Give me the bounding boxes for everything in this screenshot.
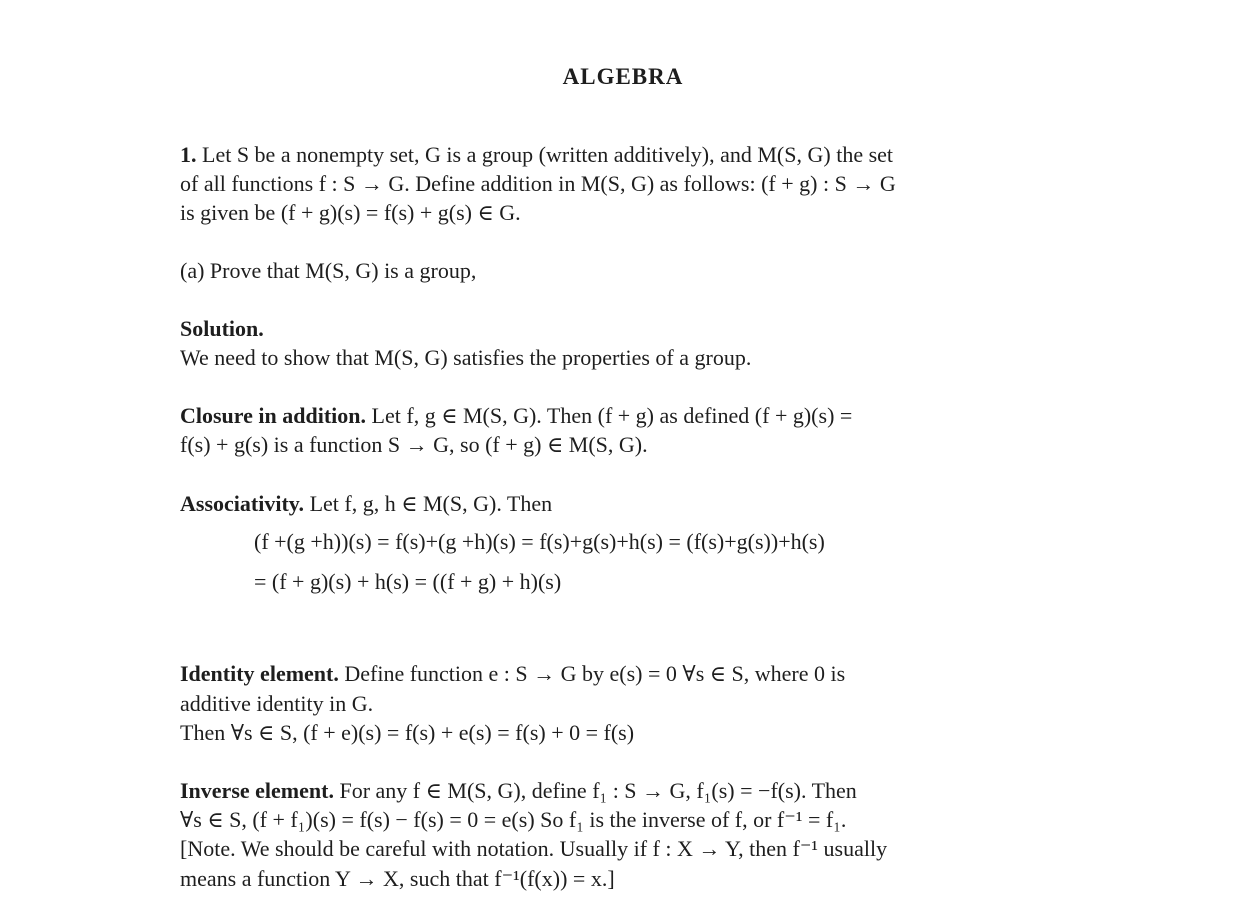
page-title: ALGEBRA: [562, 64, 684, 89]
closure-line-2: f(s) + g(s) is a function S → G, so (f + g) ∈ M(S, G).: [180, 432, 648, 457]
problem-line-1: [180, 140, 893, 169]
solution-intro: We need to show that M(S, G) satisfies the properties of a group.: [180, 345, 752, 370]
associativity-line-1: [180, 489, 552, 518]
solution-heading: Solution.: [180, 316, 264, 341]
identity-label: Identity element.: [180, 661, 339, 686]
identity-text-1: Define function e : S → G by e(s) = 0 ∀s ∈ S, where 0 is: [344, 661, 846, 686]
inverse-line-1: [180, 776, 857, 805]
problem-line-3: is given be (f + g)(s) = f(s) + g(s) ∈ G.: [180, 200, 521, 225]
inverse-note-line-2: means a function Y → X, such that f⁻¹(f(x)) = x.]: [180, 866, 615, 891]
inverse-text-1: For any f ∈ M(S, G), define f₁ : S → G, f₁(s) = −f(s). Then: [339, 778, 857, 803]
problem-line-2: of all functions f : S → G. Define addition in M(S, G) as follows: (f + g) : S → G: [180, 171, 896, 196]
part-a-question: (a) Prove that M(S, G) is a group,: [180, 258, 477, 283]
identity-line-1: [180, 659, 845, 688]
inverse-note-line-1: [Note. We should be careful with notation. Usually if f : X → Y, then f⁻¹ usually: [180, 836, 888, 861]
problem-text-1: Let S be a nonempty set, G is a group (written additively), and M(S, G) the set: [202, 142, 894, 167]
identity-line-2: additive identity in G.: [180, 691, 374, 716]
problem-number: 1.: [180, 142, 197, 167]
inverse-line-2: ∀s ∈ S, (f + f₁)(s) = f(s) − f(s) = 0 = e(s) So f₁ is the inverse of f, or f⁻¹ = f₁.: [180, 807, 847, 832]
associativity-text-1: Let f, g, h ∈ M(S, G). Then: [309, 491, 553, 516]
associativity-equation-1: (f +(g +h))(s) = f(s)+(g +h)(s) = f(s)+g(s)+h(s) = (f(s)+g(s))+h(s): [254, 529, 825, 554]
closure-text-1: Let f, g ∈ M(S, G). Then (f + g) as defined (f + g)(s) =: [371, 403, 853, 428]
associativity-label: Associativity.: [180, 491, 305, 516]
inverse-label: Inverse element.: [180, 778, 334, 803]
closure-label: Closure in addition.: [180, 403, 367, 428]
closure-line-1: [180, 401, 852, 430]
identity-line-3: Then ∀s ∈ S, (f + e)(s) = f(s) + e(s) = f(s) + 0 = f(s): [180, 720, 635, 745]
associativity-equation-2: = (f + g)(s) + h(s) = ((f + g) + h)(s): [254, 569, 562, 594]
